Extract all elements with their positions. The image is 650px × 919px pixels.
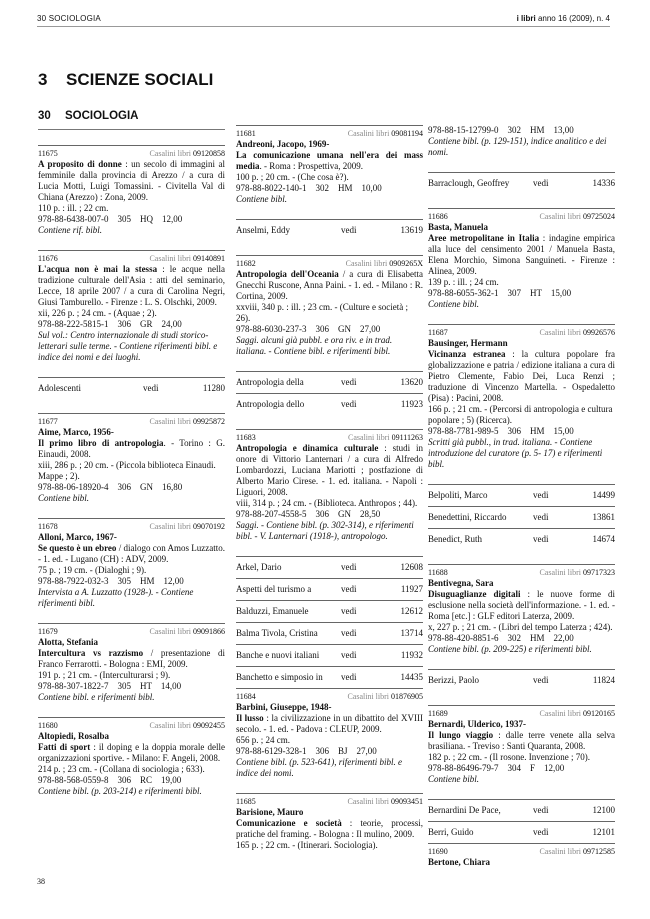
entry-id-line [236,128,423,139]
entry-description [428,233,615,277]
entry-imprint: . - Torino : G. Einaudi, 2008. [38,438,226,459]
entry-id-line [236,258,423,269]
entry-id-line [236,691,423,702]
entry-title: La comunicazione umana nell'era dei mass media [236,150,423,171]
casalini-label: Casalini libri [149,627,193,636]
casalini-label: Casalini libri [149,522,193,531]
entry-isbn: 978-88-222-5815-1 306 GR 24,00 [38,319,182,329]
entry-note: Contiene bibl. e riferimenti bibl. [38,692,155,702]
entry-number: 11689 [428,709,448,718]
entry-physical-description: 182 p. ; 22 cm. - (Il rosone. Invenzione ; 70). [428,752,590,762]
xref-number[interactable]: 14435 [400,672,423,682]
entry-id-line [236,432,423,443]
catalog-entry [236,793,423,851]
casalini-label: Casalini libri [539,709,583,718]
entry-author: Barbini, Giuseppe, 1948- [236,702,332,712]
casalini-label: Casalini libri [149,417,193,426]
entry-id-line [428,327,615,338]
entry-number: 11678 [38,522,58,531]
xref-see: vedi [341,225,357,235]
entry-imprint: / a cura di Elisabetta Gnecchi Ruscone, Anna Paini. - 1. ed. - Milano : R. Cortina, 2009. [236,269,424,301]
xref-heading: Balma Tivola, Cristina [236,628,318,638]
entry-description [38,742,225,764]
xref-see: vedi [341,562,357,572]
xref-see: vedi [341,399,357,409]
entry-physical-description: 75 p. ; 19 cm. - (Dialoghi ; 9). [38,565,147,575]
catalog-entry [428,208,615,310]
entry-title: Aree metropolitane in Italia [428,233,540,243]
xref-see: vedi [341,650,357,660]
entry-title: Antropologia e dinamica culturale [236,443,379,453]
entry-description [38,648,225,670]
entry-physical-description: 191 p. ; 21 cm. - (Interculturarsi ; 9). [38,670,171,680]
entry-number: 11685 [236,797,256,806]
cross-reference [428,484,615,506]
entry-imprint: : le acque nella tradizione culturale dell'Asia : atti del seminario, Lecce, 18 aprile 2007 / a cura di Carolina Negri, Giusi Tamburello. - Firenze : L. S. Olschki, 2009. [38,264,225,307]
casalini-reference [149,720,225,731]
entry-title: Intercultura vs razzismo [38,648,144,658]
entry-description [236,818,423,840]
entry-id-line [428,846,615,857]
header-divider [37,26,610,27]
casalini-label: Casalini libri [149,254,193,263]
cross-reference [236,219,423,241]
entry-isbn: 978-88-15-12799-0 302 HM 13,00 [428,125,574,135]
entry-physical-description: 165 p. ; 22 cm. - (Itinerari. Sociologia). [236,840,378,850]
casalini-label: Casalini libri [347,692,391,701]
xref-heading: Aspetti del turismo a [236,584,312,594]
xref-see: vedi [341,606,357,616]
entry-imprint: / dialogo con Amos Luzzatto. - 1. ed. - Lugano (CH) : ADV, 2009. [38,543,225,564]
section-heading [38,70,213,90]
catalog-entry [38,145,225,236]
entry-imprint: : il doping e la doppia morale delle organizzazioni sportive. - Milano: F. Angeli, 2008. [38,742,226,763]
entry-note: Sul vol.: Centro internazionale di studi storico-letterari sulle terme. - Contiene riferimenti bibl. e indice dei nomi e dei luoghi. [38,330,218,362]
casalini-reference [348,128,423,139]
xref-heading: Arkel, Dario [236,562,282,572]
entry-imprint: . - Roma : Prospettiva, 2009. [259,161,363,171]
column-1 [38,145,225,797]
entry-physical-description: 656 p. ; 24 cm. [236,735,290,745]
casalini-reference [149,416,225,427]
entry-title: Comunicazione e società [236,818,342,828]
entry-number: 11683 [236,433,256,442]
casalini-reference [149,253,225,264]
entry-imprint: : la civilizzazione in un dibattito del XVIII secolo. - 1. ed. - Padova : CLEUP, 2009. [236,713,423,734]
casalini-code: 09926576 [583,328,615,337]
xref-see: vedi [533,490,549,500]
entry-id-line [38,626,225,637]
entry-note: Contiene bibl. [428,299,479,309]
xref-number[interactable]: 12612 [400,606,423,616]
entry-note: Intervista a A. Luzzatto (1928-). - Contiene riferimenti bibl. [38,587,194,608]
xref-see: vedi [533,675,549,685]
entry-isbn: 978-88-6030-237-3 306 GN 27,00 [236,324,381,334]
catalog-entry [38,518,225,609]
xref-heading: Benedict, Ruth [428,534,482,544]
xref-heading: Barraclough, Geoffrey [428,178,510,188]
xref-heading: Balduzzi, Emanuele [236,606,309,616]
catalog-entry [38,717,225,797]
cross-reference [428,669,615,691]
catalog-entry [236,688,423,779]
cross-reference [428,528,615,550]
entry-number: 11675 [38,149,58,158]
entry-note: Contiene bibl. (p. 129-151), indice analitico e dei nomi. [428,136,607,157]
casalini-code: 09712585 [583,847,615,856]
entry-author: Alloni, Marco, 1967- [38,532,117,542]
entry-physical-description: xii, 226 p. ; 24 cm. - (Aquae ; 2). [38,308,157,318]
entry-description [428,349,615,404]
entry-isbn: 978-88-6129-328-1 306 BJ 27,00 [236,746,377,756]
running-header-section: 30 SOCIOLOGIA [37,14,101,23]
casalini-reference [539,327,615,338]
entry-title: Vicinanza estranea [428,349,506,359]
entry-author: Bentivegna, Sara [428,578,494,588]
casalini-label: Casalini libri [539,212,583,221]
entry-id-line [38,720,225,731]
catalog-entry [38,250,225,363]
entry-note: Contiene bibl. [38,493,89,503]
entry-id-line [38,148,225,159]
running-header-journal [517,13,610,24]
casalini-label: Casalini libri [539,328,583,337]
entry-id-line [428,567,615,578]
xref-see: vedi [533,827,549,837]
entry-title: Il lungo viaggio [428,730,494,740]
casalini-reference [346,258,423,269]
entry-continuation [428,125,615,158]
entry-author: Aime, Marco, 1956- [38,427,114,437]
xref-number[interactable]: 11824 [592,675,615,685]
subsection-number: 30 [38,110,51,122]
entry-imprint: : dalle terre venete alla selva brasiliana. - Treviso : Santi Quaranta, 2008. [428,730,615,751]
entry-title: Disuguaglianze digitali [428,589,521,599]
cross-reference [236,600,423,622]
entry-description [38,264,225,308]
entry-title: Antropologia dell'Oceania [236,269,339,279]
entry-id-line [428,708,615,719]
cross-reference [236,556,423,578]
casalini-code: 09111263 [391,433,423,442]
entry-number: 11687 [428,328,448,337]
entry-note: Scritti già pubbl., in trad. italiana. - Contiene introduzione del curatore (p. 5- 17) e riferimenti bibl. [428,437,603,469]
entry-isbn: 978-88-8022-140-1 302 HM 10,00 [236,183,382,193]
entry-description [428,730,615,752]
xref-see: vedi [341,672,357,682]
xref-see: vedi [341,628,357,638]
entry-author: Andreoni, Jacopo, 1969- [236,139,330,149]
entry-description [38,543,225,565]
entry-description [236,269,423,302]
xref-see: vedi [143,383,159,393]
catalog-entry [428,324,615,470]
casalini-code: 09717323 [583,568,615,577]
xref-see: vedi [341,377,357,387]
casalini-code: 01876905 [391,692,423,701]
entry-number: 11679 [38,627,58,636]
entry-imprint: / presentazione di Franco Ferrarotti. - Bologna : EMI, 2009. [38,648,225,669]
entry-description [38,438,225,460]
entry-note: Contiene bibl. [428,774,479,784]
entry-note: Contiene rif. bibl. [38,225,102,235]
cross-reference [236,393,423,415]
entry-description [236,713,423,735]
entry-isbn: 978-88-7922-032-3 305 HM 12,00 [38,576,184,586]
xref-heading: Berri, Guido [428,827,474,837]
xref-heading: Benedettini, Riccardo [428,512,507,522]
xref-number[interactable]: 13861 [592,512,615,522]
entry-imprint: : teorie, processi, pratiche del framing. - Bologna : Il mulino, 2009. [236,818,424,839]
entry-isbn: 978-88-6438-007-0 305 HQ 12,00 [38,214,183,224]
page-number: 38 [37,877,45,886]
casalini-reference [149,626,225,637]
entry-physical-description: xxviii, 340 p. : ill. ; 23 cm. - (Culture e società ; 26). [236,302,408,323]
casalini-code: 09120165 [583,709,615,718]
entry-title: Il primo libro di antropologia [38,438,164,448]
casalini-reference [347,691,423,702]
casalini-code: 0909265X [389,259,423,268]
entry-description [38,159,225,203]
section-title: SCIENZE SOCIALI [66,70,214,89]
subsection-divider [38,129,225,130]
casalini-label: Casalini libri [348,433,392,442]
entry-author: Basta, Manuela [428,222,489,232]
entry-isbn: 978-88-420-8851-6 302 HM 22,00 [428,633,574,643]
entry-author: Bernardi, Ulderico, 1937- [428,719,526,729]
xref-heading: Berizzi, Paolo [428,675,479,685]
entry-note: Contiene bibl. (p. 209-225) e riferimenti bibl. [428,644,592,654]
journal-name: i libri [516,14,536,23]
entry-id-line [38,521,225,532]
xref-number[interactable]: 13714 [400,628,423,638]
casalini-label: Casalini libri [539,847,583,856]
entry-id-line [38,253,225,264]
entry-physical-description: 110 p. : ill. ; 22 cm. [38,203,109,213]
casalini-code: 09070192 [193,522,225,531]
xref-number[interactable]: 13619 [400,225,423,235]
xref-number[interactable]: 12608 [400,562,423,572]
entry-isbn: 978-88-568-0559-8 306 RC 19,00 [38,775,182,785]
xref-see: vedi [533,178,549,188]
cross-reference [428,799,615,821]
column-2 [236,125,423,851]
subsection-heading [38,111,138,122]
catalog-entry [428,843,615,868]
casalini-code: 09925872 [193,417,225,426]
xref-number[interactable]: 11923 [400,399,423,409]
xref-heading: Antropologia della [236,377,304,387]
catalog-entry [38,623,225,703]
casalini-label: Casalini libri [345,259,390,268]
entry-physical-description: 100 p. ; 20 cm. - (Che cosa è?). [236,172,349,182]
casalini-label: Casalini libri [347,129,392,138]
casalini-label: Casalini libri [539,568,583,577]
casalini-code: 09120858 [193,149,225,158]
entry-isbn: 978-88-307-1822-7 305 HT 14,00 [38,681,182,691]
entry-physical-description: viii, 314 p. ; 24 cm. - (Biblioteca. Anthropos ; 44). [236,498,418,508]
entry-author: Alotta, Stefania [38,637,98,647]
casalini-label: Casalini libri [149,721,193,730]
entry-id-line [38,416,225,427]
casalini-reference [348,432,423,443]
casalini-reference [539,211,615,222]
cross-reference [428,821,615,843]
xref-number[interactable]: 11280 [202,383,225,393]
cross-reference [236,644,423,666]
xref-heading: Bernardini De Pace, [428,805,501,815]
entry-id-line [236,796,423,807]
casalini-code: 09140891 [193,254,225,263]
xref-see: vedi [533,512,549,522]
entry-number: 11684 [236,692,256,701]
casalini-code: 09081194 [391,129,423,138]
entry-number: 11680 [38,721,58,730]
entry-physical-description: 139 p. : ill. ; 24 cm. [428,277,499,287]
entry-physical-description: 166 p. ; 21 cm. - (Percorsi di antropologia e cultura popolare ; 5) (Ricerca). [428,404,613,425]
entry-number: 11686 [428,212,448,221]
casalini-code: 09092455 [193,721,225,730]
entry-number: 11677 [38,417,58,426]
subsection-title: SOCIOLOGIA [65,110,139,122]
catalog-entry [236,125,423,205]
entry-physical-description: xiii, 286 p. ; 20 cm. - (Piccola biblioteca Einaudi. Mappe ; 2). [38,460,216,481]
cross-reference [38,377,225,399]
casalini-code: 09091866 [193,627,225,636]
catalog-entry [236,429,423,542]
entry-imprint: : studi in onore di Vittorio Lanternari / a cura di Alfredo Lombardozzi, Luciana Mariotti ; postfazione di Alberto Mario Cirese. - 1. ed. italiana. - Napoli : Liguori, 2008. [236,443,423,497]
casalini-code: 09093451 [391,797,423,806]
entry-isbn: 978-88-207-4558-5 306 GN 28,50 [236,509,381,519]
entry-number: 11681 [236,129,256,138]
entry-number: 11682 [236,259,256,268]
entry-description [236,150,423,172]
entry-isbn: 978-88-86496-79-7 304 F 12,00 [428,763,565,773]
entry-title: L'acqua non è mai la stessa [38,264,158,274]
cross-reference [236,371,423,393]
entry-isbn: 978-88-6055-362-1 307 HT 15,00 [428,288,572,298]
entry-title: A proposito di donne [38,159,122,169]
cross-reference [428,506,615,528]
entry-number: 11690 [428,847,448,856]
entry-isbn: 978-88-7781-989-5 306 HM 15,00 [428,426,574,436]
entry-note: Saggi. - Contiene bibl. (p. 302-314), e riferimenti bibl. - V. Lanternari (1918-), antropologo. [236,520,414,541]
entry-description [428,589,615,622]
entry-number: 11676 [38,254,58,263]
entry-author: Bausinger, Hermann [428,338,508,348]
xref-number[interactable]: 12100 [592,805,615,815]
catalog-entry [38,413,225,504]
casalini-reference [149,521,225,532]
xref-heading: Antropologia dello [236,399,305,409]
entry-physical-description: 214 p. ; 23 cm. - (Collana di sociologia ; 633). [38,764,205,774]
catalog-entry [428,564,615,655]
casalini-label: Casalini libri [149,149,193,158]
entry-title: Il lusso [236,713,264,723]
xref-number[interactable]: 12101 [592,827,615,837]
casalini-reference [539,846,615,857]
xref-heading: Banchetto e simposio in [236,672,323,682]
entry-author: Altopiedi, Rosalba [38,731,110,741]
column-3 [428,125,615,868]
xref-see: vedi [341,584,357,594]
entry-note: Contiene bibl. (p. 203-214) e riferimenti bibl. [38,786,202,796]
cross-reference [236,622,423,644]
casalini-reference [149,148,225,159]
casalini-reference [539,708,615,719]
entry-imprint: : un secolo di immagini al femminile dalla provincia di Arezzo / a cura di Lucia Motti, Luigi Tomassini. - Civitella Val di Chiana (Arezzo) : Zona, 2009. [38,159,225,202]
catalog-entry [428,705,615,785]
entry-author: Barisione, Mauro [236,807,304,817]
xref-number[interactable]: 13620 [400,377,423,387]
xref-number[interactable]: 11932 [400,650,423,660]
casalini-label: Casalini libri [347,797,391,806]
xref-heading: Anselmi, Eddy [236,225,290,235]
entry-imprint: : indagine empirica alla luce del censimento 2001 / Manuela Basta, Elena Morchio, Simona Sanguineti. - Firenze : Alinea, 2009. [428,233,615,276]
xref-number[interactable]: 14499 [592,490,615,500]
entry-title: Fatti di sport [38,742,91,752]
section-number: 3 [38,70,48,89]
xref-heading: Belpoliti, Marco [428,490,488,500]
entry-number: 11688 [428,568,448,577]
entry-note: Contiene bibl. [236,194,287,204]
entry-id-line [428,211,615,222]
cross-reference [428,172,615,194]
entry-author: Bertone, Chiara [428,857,490,867]
xref-see: vedi [533,534,549,544]
xref-see: vedi [533,805,549,815]
casalini-code: 09725024 [583,212,615,221]
xref-heading: Banche e nuovi italiani [236,650,320,660]
xref-number[interactable]: 11927 [400,584,423,594]
entry-title: Se questo è un ebreo [38,543,117,553]
cross-reference [236,666,423,688]
casalini-reference [539,567,615,578]
xref-number[interactable]: 14674 [592,534,615,544]
catalog-entry [236,255,423,357]
cross-reference [236,578,423,600]
entry-imprint: : le nuove forme di esclusione nella società dell'informazione. - 1. ed. - Roma [etc.] : GLF editori Laterza, 2009. [428,589,615,621]
entry-imprint: : la cultura popolare fra globalizzazione e patria / edizione italiana a cura di Pietro Clemente, Fabio Dei, Luca Renzi ; traduzione di Vincenzo Martella. - Ospedaletto (Pisa) : Pacini, 2008. [428,349,615,403]
casalini-reference [347,796,423,807]
entry-physical-description: x, 227 p. ; 21 cm. - (Libri del tempo Laterza ; 424). [428,622,613,632]
entry-note: Contiene bibl. (p. 523-641), riferimenti bibl. e indice dei nomi. [236,757,402,778]
journal-issue: anno 16 (2009), n. 4 [535,14,610,23]
xref-heading: Adolescenti [38,383,81,393]
entry-isbn: 978-88-06-18920-4 306 GN 16,80 [38,482,183,492]
entry-note: Saggi. alcuni già pubbl. e ora riv. e in trad. italiana. - Contiene bibl. e riferimenti bibl. [236,335,393,356]
entry-description [236,443,423,498]
xref-number[interactable]: 14336 [592,178,615,188]
